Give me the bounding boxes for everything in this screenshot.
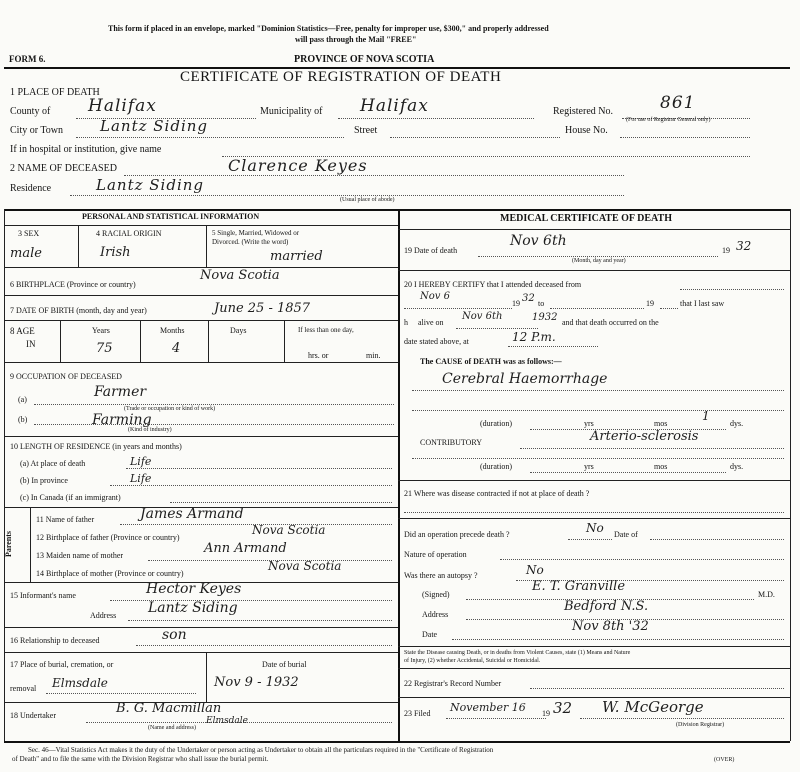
origin-divider bbox=[206, 225, 207, 267]
in-province-line bbox=[110, 485, 392, 486]
hrs-label: hrs. or bbox=[308, 351, 329, 360]
death-year-printed: 19 bbox=[722, 246, 730, 255]
attend-to-line bbox=[550, 308, 644, 309]
relationship-line bbox=[136, 645, 392, 646]
registrar-record-label: 22 Registrar's Record Number bbox=[404, 679, 502, 688]
street-label: Street bbox=[354, 125, 378, 136]
occurred-label: and that death occurred on the bbox=[562, 318, 659, 327]
table-bottom-rule bbox=[4, 741, 790, 743]
deceased-name-label: 2 NAME OF DECEASED bbox=[10, 163, 117, 174]
contributory-label: CONTRIBUTORY bbox=[420, 438, 483, 447]
relationship-value: son bbox=[162, 627, 187, 643]
burial-divider bbox=[206, 652, 207, 702]
father-birthplace-label: 12 Birthplace of father (Province or country) bbox=[36, 533, 180, 542]
burial-date-label: Date of burial bbox=[262, 660, 307, 669]
occ-b-value: Farming bbox=[92, 412, 152, 428]
municipality-line bbox=[338, 118, 534, 119]
registrar-note: (For use of Registrar General only) bbox=[626, 117, 711, 123]
med-date-label: Date bbox=[422, 630, 438, 639]
place-section: 1 PLACE OF DEATH bbox=[10, 87, 100, 98]
nature-line bbox=[500, 559, 784, 560]
rule-after-registrar-record bbox=[398, 697, 790, 698]
rule-after-occupation bbox=[4, 436, 398, 437]
city-value: Lantz Siding bbox=[100, 117, 208, 135]
cause-value: Cerebral Haemorrhage bbox=[442, 371, 608, 387]
contributory-line-2 bbox=[412, 458, 784, 459]
informant-address-line bbox=[128, 620, 392, 621]
age-divider-3 bbox=[208, 320, 209, 362]
operation-line bbox=[568, 539, 612, 540]
duration-dys-value: 1 bbox=[702, 409, 710, 423]
attend-to-year: 19 bbox=[646, 299, 654, 308]
column-divider bbox=[398, 209, 400, 741]
father-name-label: 11 Name of father bbox=[36, 515, 95, 524]
filed-line bbox=[446, 718, 546, 719]
filed-label: 23 Filed bbox=[404, 709, 431, 718]
alive-on-line bbox=[456, 328, 538, 329]
occ-b-label: (b) bbox=[18, 415, 28, 424]
death-date-label: 19 Date of death bbox=[404, 246, 458, 255]
left-frame bbox=[4, 209, 5, 741]
abode-note: (Usual place of abode) bbox=[340, 197, 395, 203]
rule-after-dob bbox=[4, 320, 398, 321]
occ-a-value: Farmer bbox=[94, 384, 147, 400]
rule-after-med-date bbox=[398, 646, 790, 647]
medical-heading: MEDICAL CERTIFICATE OF DEATH bbox=[500, 213, 672, 224]
division-signature: W. McGeorge bbox=[602, 698, 704, 716]
occ-a-label: (a) bbox=[18, 395, 27, 404]
dob-label: 7 DATE OF BIRTH (month, day and year) bbox=[10, 306, 147, 315]
alive-on-year: 1932 bbox=[532, 312, 558, 323]
birthplace-label: 6 BIRTHPLACE (Province or country) bbox=[10, 280, 136, 289]
duration-dys-1: dys. bbox=[730, 419, 744, 428]
right-frame bbox=[790, 209, 791, 741]
months-value: 4 bbox=[172, 341, 181, 356]
time-line bbox=[508, 346, 598, 347]
form-number: FORM 6. bbox=[9, 54, 46, 64]
burial-date-value: Nov 9 - 1932 bbox=[214, 675, 299, 690]
signed-label: (Signed) bbox=[422, 590, 450, 599]
street-line bbox=[390, 137, 560, 138]
in-province-label: (b) In province bbox=[20, 476, 68, 485]
envelope-note-2: will pass through the Mail "FREE" bbox=[295, 35, 417, 44]
duration-label-1: (duration) bbox=[480, 419, 512, 428]
in-canada-line bbox=[170, 502, 392, 503]
occ-note: (Trade or occupation or kind of work) bbox=[124, 406, 216, 412]
alive-on-label: alive on bbox=[418, 318, 444, 327]
duration-line-2 bbox=[530, 472, 726, 473]
house-line bbox=[620, 137, 750, 138]
burial-label-2: removal bbox=[10, 684, 37, 693]
cause-line-1 bbox=[412, 390, 784, 391]
occ-b-line bbox=[34, 424, 394, 425]
duration-mos-2: mos bbox=[654, 462, 668, 471]
at-place-line bbox=[126, 468, 392, 469]
md-label: M.D. bbox=[758, 590, 775, 599]
parents-divider bbox=[30, 507, 31, 582]
last-saw-label: that I last saw bbox=[680, 299, 725, 308]
residence-line bbox=[70, 195, 624, 196]
med-address-label: Address bbox=[422, 610, 449, 619]
deceased-name-value: Clarence Keyes bbox=[228, 156, 368, 175]
father-birthplace-value: Nova Scotia bbox=[252, 523, 326, 537]
length-label: 10 LENGTH OF RESIDENCE (in years and months) bbox=[10, 442, 182, 451]
rule-after-state-note bbox=[398, 668, 790, 669]
autopsy-label: Was there an autopsy ? bbox=[404, 571, 478, 580]
envelope-note: This form if placed in an envelope, marked "Dominion Statistics—Free, penalty for improper use, $300," and properly addressed bbox=[108, 24, 549, 33]
in-province-value: Life bbox=[130, 472, 152, 485]
death-year-value: 32 bbox=[736, 239, 752, 253]
age-label-2: IN bbox=[26, 339, 36, 349]
mother-name-value: Ann Armand bbox=[204, 541, 287, 556]
division-line bbox=[580, 718, 784, 719]
date-of-label: Date of bbox=[614, 530, 638, 539]
attend-from-year-printed: 19 bbox=[512, 299, 520, 308]
rule-after-birthplace bbox=[4, 295, 398, 296]
municipality-value: Halifax bbox=[360, 96, 429, 116]
division-note: (Division Registrar) bbox=[676, 722, 725, 728]
medical-heading-rule bbox=[398, 229, 790, 230]
years-value: 75 bbox=[96, 341, 113, 356]
filed-year: 32 bbox=[553, 699, 573, 717]
informant-label: 15 Informant's name bbox=[10, 591, 76, 600]
duration-mos-1: mos bbox=[654, 419, 668, 428]
registered-value: 861 bbox=[660, 93, 696, 113]
attend-to-year-line bbox=[660, 308, 678, 309]
q21-line bbox=[404, 512, 784, 513]
certify-line bbox=[680, 289, 784, 290]
parents-label: Parents bbox=[4, 530, 14, 558]
duration-dys-2: dys. bbox=[730, 462, 744, 471]
undertaker-label: 18 Undertaker bbox=[10, 711, 56, 720]
occ-a-line bbox=[34, 404, 394, 405]
months-label: Months bbox=[160, 326, 185, 335]
time-value: 12 P.m. bbox=[512, 330, 556, 344]
burial-line bbox=[46, 693, 196, 694]
med-address-value: Bedford N.S. bbox=[564, 599, 649, 614]
burial-place-value: Elmsdale bbox=[52, 676, 108, 690]
age-label-1: 8 AGE bbox=[10, 326, 35, 336]
undertaker-place: Elmsdale bbox=[206, 716, 248, 726]
in-canada-label: (c) In Canada (if an immigrant) bbox=[20, 493, 121, 502]
operation-value: No bbox=[586, 521, 604, 535]
duration-yrs-2: yrs bbox=[584, 462, 594, 471]
city-label: City or Town bbox=[10, 125, 64, 136]
birthplace-value: Nova Scotia bbox=[200, 268, 280, 283]
occ-b-note: (Kind of industry) bbox=[128, 427, 172, 433]
personal-heading-rule bbox=[4, 225, 398, 226]
province-heading: PROVINCE OF NOVA SCOTIA bbox=[294, 54, 435, 65]
sex-divider bbox=[78, 225, 79, 267]
county-value: Halifax bbox=[88, 96, 157, 116]
at-place-value: Life bbox=[130, 455, 152, 468]
marital-label-2: Divorced. (Write the word) bbox=[212, 238, 289, 246]
undertaker-note: (Name and address) bbox=[148, 725, 196, 731]
rule-after-q21 bbox=[398, 518, 790, 519]
undertaker-value: B. G. Macmillan bbox=[116, 701, 222, 716]
date-of-line bbox=[650, 539, 784, 540]
alive-on-value: Nov 6th bbox=[462, 311, 503, 322]
house-label: House No. bbox=[565, 125, 608, 136]
footer-over: (OVER) bbox=[714, 757, 735, 763]
rule-after-death-date bbox=[398, 270, 790, 271]
age-divider-2 bbox=[140, 320, 141, 362]
registered-label: Registered No. bbox=[553, 106, 613, 117]
page-title: CERTIFICATE OF REGISTRATION OF DEATH bbox=[180, 69, 502, 85]
operation-label: Did an operation precede death ? bbox=[404, 530, 510, 539]
cause-line-2 bbox=[412, 410, 784, 411]
attend-from-line bbox=[404, 308, 512, 309]
rule-after-age bbox=[4, 362, 398, 363]
contributory-line bbox=[520, 448, 784, 449]
to-label: to bbox=[538, 299, 545, 308]
filed-year-printed: 19 bbox=[542, 709, 550, 718]
dob-value: June 25 - 1857 bbox=[214, 301, 311, 316]
father-name-value: James Armand bbox=[140, 506, 244, 522]
signed-value: E. T. Granville bbox=[532, 579, 626, 594]
age-divider-4 bbox=[284, 320, 285, 362]
origin-value: Irish bbox=[100, 245, 131, 260]
min-label: min. bbox=[366, 351, 381, 360]
informant-value: Hector Keyes bbox=[146, 581, 242, 597]
nature-label: Nature of operation bbox=[404, 550, 467, 559]
attend-from: Nov 6 bbox=[420, 291, 450, 302]
duration-label-2: (duration) bbox=[480, 462, 512, 471]
filed-value: November 16 bbox=[450, 701, 526, 714]
relationship-label: 16 Relationship to deceased bbox=[10, 636, 100, 645]
age-divider-1 bbox=[60, 320, 61, 362]
mother-birthplace-label: 14 Birthplace of mother (Province or country) bbox=[36, 569, 184, 578]
med-date-value: Nov 8th '32 bbox=[572, 619, 649, 634]
q21-label: 21 Where was disease contracted if not at place of death ? bbox=[404, 489, 590, 498]
sex-value: male bbox=[10, 246, 42, 261]
footer-line-2: of Death" and to file the same with the Division Registrar who shall issue the burial permit. bbox=[12, 755, 269, 763]
sex-label: 3 SEX bbox=[18, 229, 40, 238]
mother-name-label: 13 Maiden name of mother bbox=[36, 551, 124, 560]
years-label: Years bbox=[92, 326, 110, 335]
med-date-line bbox=[452, 639, 784, 640]
occupation-label: 9 OCCUPATION OF DECEASED bbox=[10, 372, 122, 381]
registrar-record-line bbox=[530, 688, 784, 689]
duration-yrs-1: yrs bbox=[584, 419, 594, 428]
residence-label: Residence bbox=[10, 183, 52, 194]
mother-birthplace-value: Nova Scotia bbox=[268, 559, 342, 573]
cause-label: The CAUSE of DEATH was as follows:— bbox=[420, 357, 562, 366]
burial-label-1: 17 Place of burial, cremation, or bbox=[10, 660, 114, 669]
attend-from-year: 32 bbox=[522, 293, 535, 304]
rule-after-informant bbox=[4, 627, 398, 628]
less-day-label: If less than one day, bbox=[298, 326, 354, 334]
personal-heading: PERSONAL AND STATISTICAL INFORMATION bbox=[82, 212, 260, 221]
h-label: h bbox=[404, 318, 408, 327]
state-note-1: State the Disease causing Death, or in deaths from Violent Causes, state (1) Means and Nature bbox=[404, 650, 631, 656]
informant-address-label: Address bbox=[90, 611, 117, 620]
hospital-label: If in hospital or institution, give name bbox=[10, 144, 162, 155]
certify-label: 20 I HEREBY CERTIFY that I attended deceased from bbox=[404, 280, 582, 289]
death-date-value: Nov 6th bbox=[510, 233, 567, 249]
rule-after-relationship bbox=[4, 652, 398, 653]
marital-label-1: 5 Single, Married, Widowed or bbox=[212, 229, 300, 237]
informant-address-value: Lantz Siding bbox=[148, 600, 238, 616]
footer-line-1: Sec. 46—Vital Statistics Act makes it the duty of the Undertaker or person acting as Undertaker to obtain all the particulars required in the "Certificate of Registration bbox=[28, 746, 494, 754]
autopsy-value: No bbox=[526, 563, 544, 577]
date-above-label: date stated above, at bbox=[404, 337, 469, 346]
death-date-line bbox=[478, 256, 718, 257]
county-label: County of bbox=[10, 106, 51, 117]
rule-after-cause bbox=[398, 480, 790, 481]
municipality-label: Municipality of bbox=[260, 106, 323, 117]
contributory-value: Arterio-sclerosis bbox=[590, 429, 699, 444]
at-place-label: (a) At place of death bbox=[20, 459, 86, 468]
residence-value: Lantz Siding bbox=[96, 176, 204, 194]
days-label: Days bbox=[230, 326, 247, 335]
state-note-2: of Injury, (2) whether Accidental, Suicidal or Homicidal. bbox=[404, 658, 541, 664]
origin-label: 4 RACIAL ORIGIN bbox=[96, 229, 162, 238]
table-top-rule bbox=[4, 209, 790, 211]
death-date-note: (Month, day and year) bbox=[572, 258, 626, 264]
city-line bbox=[76, 137, 344, 138]
marital-value: married bbox=[270, 249, 323, 264]
